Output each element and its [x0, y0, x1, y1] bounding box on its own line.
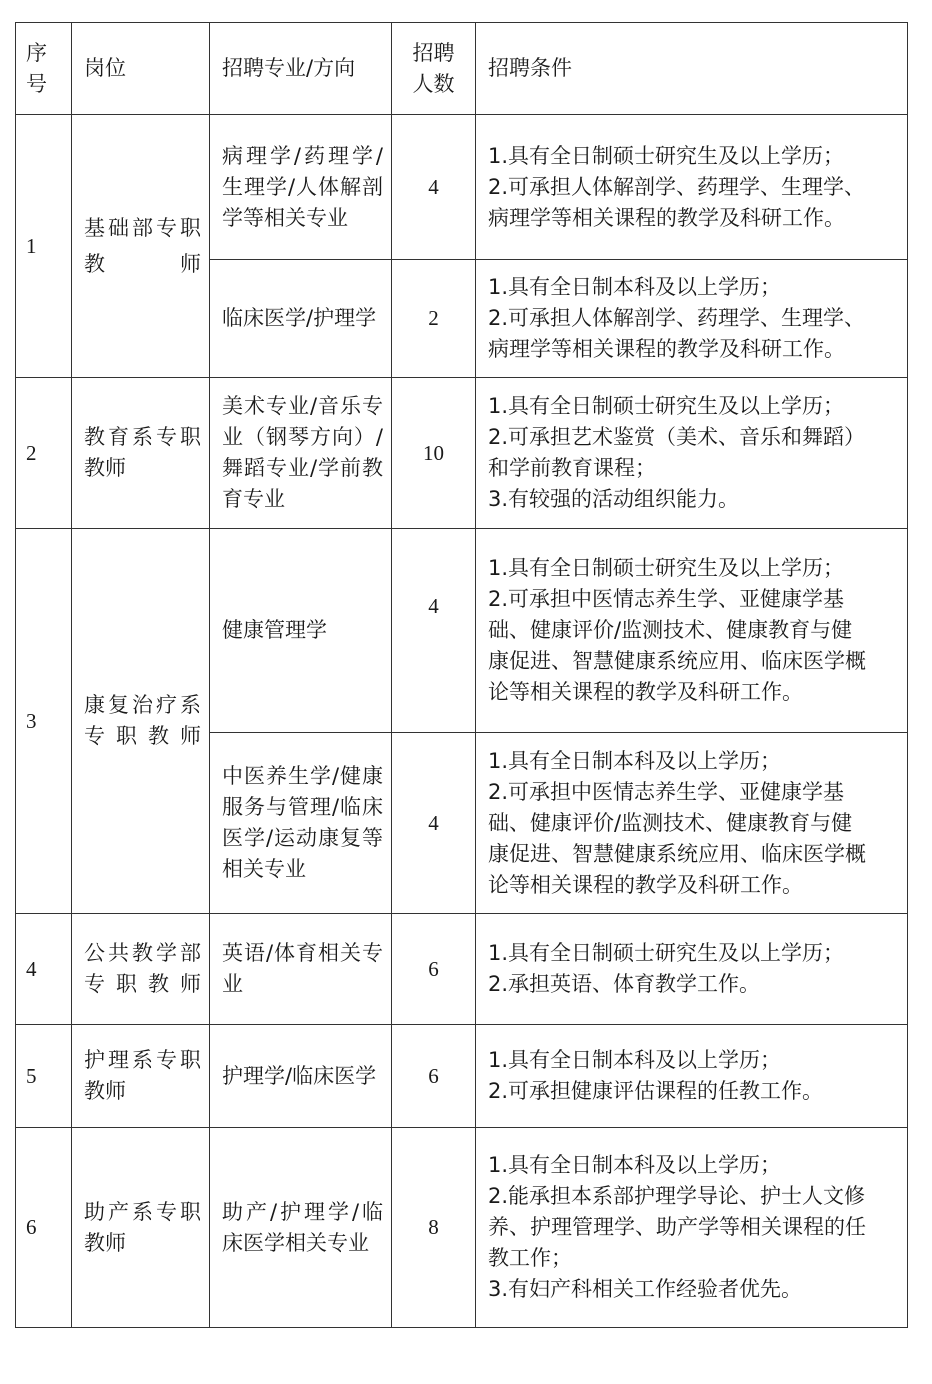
row-position: 护理系专职教师 [72, 1025, 210, 1128]
row-requirements: 1.具有全日制硕士研究生及以上学历； 2.可承担艺术鉴赏（美术、音乐和舞蹈） 和学前教育课程； 3.有较强的活动组织能力。 [476, 378, 908, 529]
row-position: 助产系专职教师 [72, 1128, 210, 1328]
row-major: 助产/护理学/临床医学相关专业 [210, 1128, 392, 1328]
row-count: 4 [392, 115, 476, 260]
row-requirements: 1.具有全日制本科及以上学历； 2.能承担本系部护理学导论、护士人文修 养、护理管理学、助产学等相关课程的任 教工作； 3.有妇产科相关工作经验者优先。 [476, 1128, 908, 1328]
row-requirements: 1.具有全日制硕士研究生及以上学历； 2.承担英语、体育教学工作。 [476, 914, 908, 1025]
recruitment-table [15, 22, 908, 1328]
row-count: 10 [392, 378, 476, 529]
row-count: 2 [392, 260, 476, 378]
header-position: 岗位 [72, 23, 210, 115]
row-no: 4 [16, 914, 72, 1025]
row-no: 5 [16, 1025, 72, 1128]
row-count: 8 [392, 1128, 476, 1328]
table-row [16, 1128, 908, 1328]
row-requirements: 1.具有全日制硕士研究生及以上学历； 2.可承担人体解剖学、药理学、生理学、 病理学等相关课程的教学及科研工作。 [476, 115, 908, 260]
row-count: 6 [392, 1025, 476, 1128]
header-no: 序号 [16, 23, 72, 115]
row-major: 护理学/临床医学 [210, 1025, 392, 1128]
row-position: 公共教学部专职教师 [72, 914, 210, 1025]
header-row [16, 23, 908, 115]
row-no: 1 [16, 115, 72, 378]
row-major: 中医养生学/健康服务与管理/临床医学/运动康复等相关专业 [210, 733, 392, 914]
row-count: 4 [392, 529, 476, 733]
row-position: 教育系专职教师 [72, 378, 210, 529]
header-requirements: 招聘条件 [476, 23, 908, 115]
row-requirements: 1.具有全日制本科及以上学历； 2.可承担健康评估课程的任教工作。 [476, 1025, 908, 1128]
row-position: 基础部专职教师 [72, 115, 210, 378]
row-no: 6 [16, 1128, 72, 1328]
row-position: 康复治疗系专职教师 [72, 529, 210, 914]
row-count: 6 [392, 914, 476, 1025]
row-major: 健康管理学 [210, 529, 392, 733]
table-row [16, 1025, 908, 1128]
row-no: 3 [16, 529, 72, 914]
row-requirements: 1.具有全日制本科及以上学历； 2.可承担中医情志养生学、亚健康学基 础、健康评价/监测技术、健康教育与健 康促进、智慧健康系统应用、临床医学概 论等相关课程的教学及科研工作。 [476, 733, 908, 914]
table-row [16, 115, 908, 260]
table-row [16, 529, 908, 733]
header-count: 招聘人数 [392, 23, 476, 115]
row-count: 4 [392, 733, 476, 914]
row-major: 病理学/药理学/生理学/人体解剖学等相关专业 [210, 115, 392, 260]
row-no: 2 [16, 378, 72, 529]
table-row [16, 378, 908, 529]
table-row [16, 914, 908, 1025]
row-requirements: 1.具有全日制硕士研究生及以上学历； 2.可承担中医情志养生学、亚健康学基 础、健康评价/监测技术、健康教育与健 康促进、智慧健康系统应用、临床医学概 论等相关课程的教学及科研工作。 [476, 529, 908, 733]
row-requirements: 1.具有全日制本科及以上学历； 2.可承担人体解剖学、药理学、生理学、 病理学等相关课程的教学及科研工作。 [476, 260, 908, 378]
row-major: 临床医学/护理学 [210, 260, 392, 378]
row-major: 英语/体育相关专业 [210, 914, 392, 1025]
row-major: 美术专业/音乐专业（钢琴方向）/舞蹈专业/学前教育专业 [210, 378, 392, 529]
header-major: 招聘专业/方向 [210, 23, 392, 115]
